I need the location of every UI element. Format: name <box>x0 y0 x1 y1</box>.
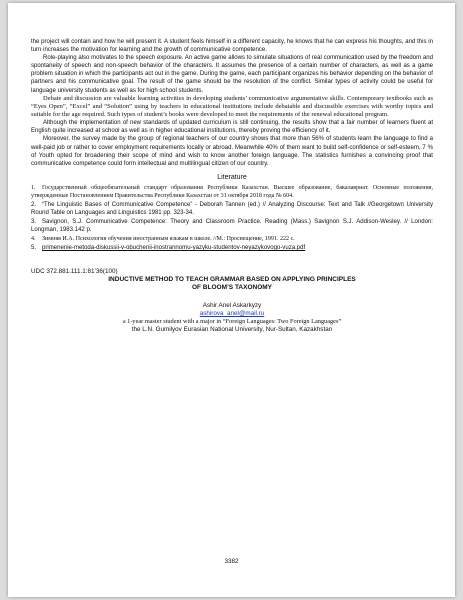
paragraph-2: Role-playing also motivates to the speech exposure. An active game allows to simulate situations of real communication used by the freedom and spontaneity of speech and non-speech behavior of the characters. It assumes the presence of a certain number of characters, as well as a game problem situation in which the participants act out in the game. During the game, each participant organizes his behavior depending on the behavior of partners and his communicative goal. The result of the game should be the resolution of the conflict. Similar types of activity could be useful for language university students as well as for high school students. <box>31 55 433 94</box>
udc-code: UDC 372.881.111.1:81’36(100) <box>31 267 118 275</box>
reference-link[interactable]: primenenie-metoda-diskussii-v-obuchenii-inostrannomu-yazyku-studentov-neyazykovogo-vuza.pdf <box>42 244 306 251</box>
author-university: the L.N. Gumilyov Eurasian National University, Nur-Sultan, Kazakhstan <box>131 326 333 334</box>
paragraph-4: Although the implementation of new standards of updated curriculum is still continuing, the results show that a fair number of learners fluent at English quite increased at school as well as in higher educational institutions, thereby proving the efficiency of it. <box>31 120 433 135</box>
paragraph-5: Moreover, the survey made by the group of regional teachers of our country shows that more than 56% of students learn the language to find a well-paid job or rather to cover employment requirements locally or abroad. Meanwhile 40% of them want to build self-confidence or self-esteem, 7 % of Youth opted for broadening their scope of mind and wish to know another foreign language. The statistics furnishes a convincing proof that communicative competence could form intellectual and multilingual citizen of our country. <box>31 136 433 167</box>
article-title <box>31 276 433 293</box>
author-affiliation: a 1-year master student with a major in “Foreign Languages: Two Foreign Languages” <box>122 318 342 326</box>
reference-item: 5. primenenie-metoda-diskussii-v-obuchenii-inostrannomu-yazyku-studentov-neyazykovogo-vuza.pdf <box>31 244 306 251</box>
reference-list <box>31 184 433 252</box>
article-title-line-2: OF BLOOM’S TAXONOMY <box>191 284 273 292</box>
author-email-link[interactable]: ashirova_anel@mail.ru <box>199 310 265 318</box>
literature-heading: Literature <box>217 173 247 181</box>
page-content <box>31 38 433 334</box>
reference-item: 3. Savignon, S.J. Communicative Competence: Theory and Classroom Practice. Reading (Mass.) Savignon S.J. Addison-Wesley. // London: Longman, 1983.142 p. <box>31 218 433 233</box>
page-number: 3382 <box>224 558 239 565</box>
paragraph-3: Debate and discussion are valuable learning activities in developing students’ communicative argumentative skills. Contemporary textbooks such as “Eyes Open”, “Excel” and “Solution” using by teachers in educational institutions include debatable and discussible exercises with worthy topics and suitable for the age required. Such types of student’s books were developed to meet the requirements of the renewal educational program. <box>31 94 433 119</box>
paragraph-1: the project will contain and how he will present it. A student feels himself in a different capacity, he knows that he can express his thoughts, and this in turn increases the motivation for learning and the growth of communicative competence. <box>31 39 433 54</box>
reference-item: 4. Зимняя И.А. Психология обучения иностранным языкам в школе. //М.: Просвещение, 1991. 222 с. <box>31 235 295 242</box>
reference-item: 2. “The Linguistic Bases of Communicative Competence” - Deborah Tannen (ed.) // Analyzing Discourse: Text and Talk //Georgetown University Round Table on Languages and Linguistics 1981 pp. 323-34. <box>31 201 433 216</box>
document-page <box>8 3 455 597</box>
reference-item: 1. Государственный общеобязательный стандарт образования Республики Казахстан. Высшее образование, бакалавриат. Основные положения, утвержденные Постановлением Правительства Республики Казахстан от 31 октября 2018 года № 604. <box>31 184 433 199</box>
article-title-line-1: INDUCTIVE METHOD TO TEACH GRAMMAR BASED ON APPLYING PRINCIPLES <box>108 275 356 283</box>
author-name: Ashir Anel Askarkyzy <box>202 302 262 310</box>
